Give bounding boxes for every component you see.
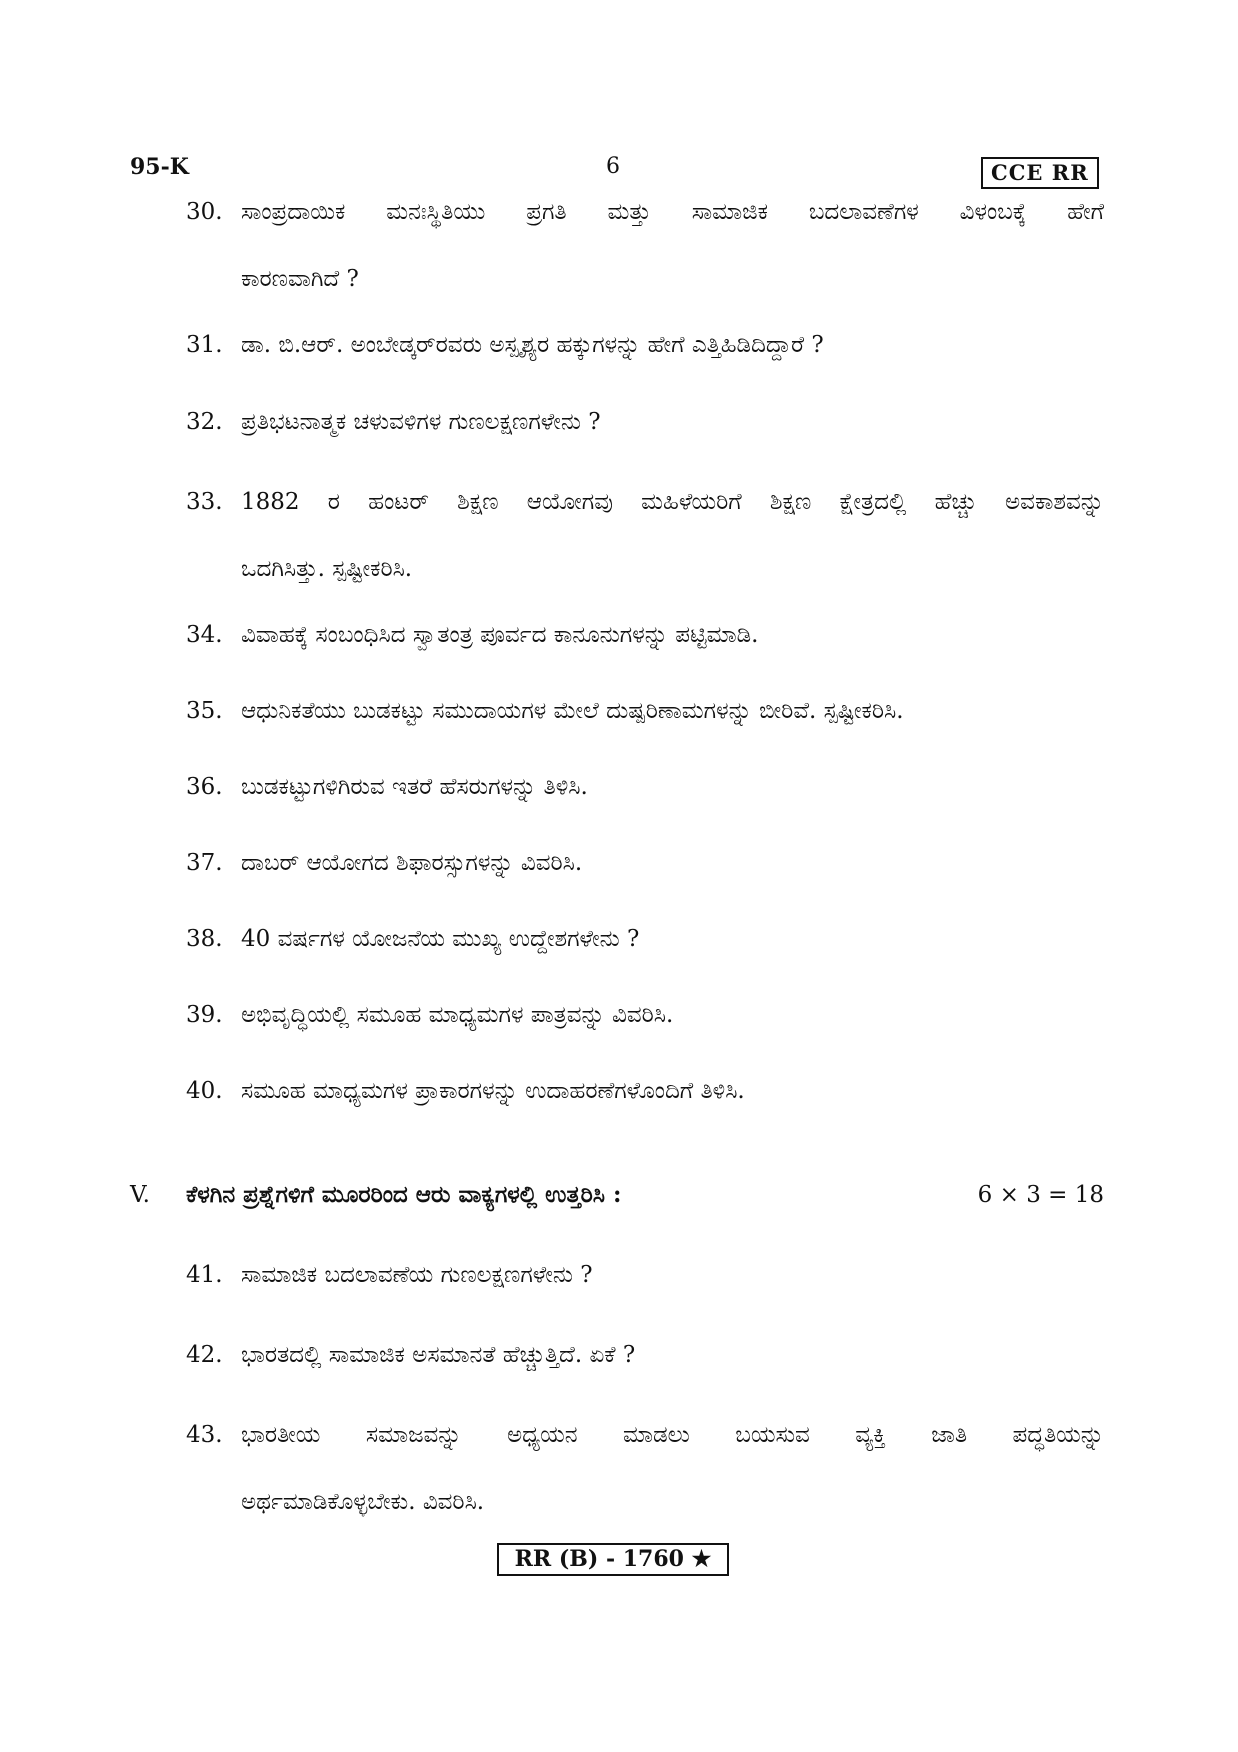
question-number: 36.: [186, 774, 223, 800]
question-number: 37.: [186, 850, 223, 876]
question-text: ಸಾಂಪ್ರದಾಯಿಕ ಮನಃಸ್ಥಿತಿಯು ಪ್ರಗತಿ ಮತ್ತು ಸಾಮಾಜಿಕ ಬದಲಾವಣೆಗಳ ವಿಳಂಬಕ್ಕೆ ಹೇಗೆ: [241, 199, 1104, 225]
question-text: ಭಾರತೀಯ ಸಮಾಜವನ್ನು ಅಧ್ಯಯನ ಮಾಡಲು ಬಯಸುವ ವ್ಯಕ್ತಿ ಜಾತಿ ಪದ್ಧತಿಯನ್ನು: [241, 1422, 1104, 1448]
question-text: 1882 ರ ಹಂಟರ್ ಶಿಕ್ಷಣ ಆಯೋಗವು ಮಹಿಳೆಯರಿಗೆ ಶಿಕ್ಷಣ ಕ್ಷೇತ್ರದಲ್ಲಿ ಹೆಚ್ಚು ಅವಕಾಶವನ್ನು: [241, 489, 1104, 515]
question-text-continued: ಒದಗಿಸಿತ್ತು. ಸ್ಪಷ್ಟೀಕರಿಸಿ.: [241, 556, 413, 582]
section-marks: 6 × 3 = 18: [977, 1182, 1104, 1208]
question-number: 38.: [186, 926, 223, 952]
question-text: ಬುಡಕಟ್ಟುಗಳಿಗಿರುವ ಇತರೆ ಹೆಸರುಗಳನ್ನು ತಿಳಿಸಿ.: [241, 774, 588, 800]
page-number: 6: [606, 154, 620, 179]
scheme-badge: CCE RR: [981, 157, 1099, 189]
footer-code: RR (B) - 1760 ★: [497, 1543, 729, 1576]
question-number: 40.: [186, 1078, 223, 1104]
question-number: 33.: [186, 489, 223, 515]
question-text: ವಿವಾಹಕ್ಕೆ ಸಂಬಂಧಿಸಿದ ಸ್ವಾತಂತ್ರ ಪೂರ್ವದ ಕಾನೂನುಗಳನ್ನು ಪಟ್ಟಿಮಾಡಿ.: [241, 622, 759, 648]
question-text-continued: ಕಾರಣವಾಗಿದೆ ?: [241, 266, 359, 292]
question-text: ಭಾರತದಲ್ಲಿ ಸಾಮಾಜಿಕ ಅಸಮಾನತೆ ಹೆಚ್ಚುತ್ತಿದೆ. ಏಕೆ ?: [241, 1342, 636, 1368]
question-text: ಸಮೂಹ ಮಾಧ್ಯಮಗಳ ಪ್ರಾಕಾರಗಳನ್ನು ಉದಾಹರಣೆಗಳೊಂದಿಗೆ ತಿಳಿಸಿ.: [241, 1078, 745, 1104]
question-number: 42.: [186, 1342, 223, 1368]
question-number: 41.: [186, 1262, 223, 1288]
question-text: ದಾಬರ್ ಆಯೋಗದ ಶಿಫಾರಸ್ಸುಗಳನ್ನು ವಿವರಿಸಿ.: [241, 850, 583, 876]
question-text: ಪ್ರತಿಭಟನಾತ್ಮಕ ಚಳುವಳಿಗಳ ಗುಣಲಕ್ಷಣಗಳೇನು ?: [241, 409, 601, 435]
question-text: ಡಾ. ಬಿ.ಆರ್. ಅಂಬೇಡ್ಕರ್‌ರವರು ಅಸ್ಪೃಶ್ಯರ ಹಕ್ಕುಗಳನ್ನು ಹೇಗೆ ಎತ್ತಿಹಿಡಿದಿದ್ದಾರೆ ?: [241, 332, 824, 358]
question-number: 30.: [186, 199, 223, 225]
paper-code: 95-K: [130, 154, 189, 180]
question-number: 39.: [186, 1002, 223, 1028]
question-text: ಆಧುನಿಕತೆಯು ಬುಡಕಟ್ಟು ಸಮುದಾಯಗಳ ಮೇಲೆ ದುಷ್ಪರಿಣಾಮಗಳನ್ನು ಬೀರಿವೆ. ಸ್ಪಷ್ಟೀಕರಿಸಿ.: [241, 698, 904, 724]
question-number: 35.: [186, 698, 223, 724]
section-instruction: ಕೆಳಗಿನ ಪ್ರಶ್ನೆಗಳಿಗೆ ಮೂರರಿಂದ ಆರು ವಾಕ್ಯಗಳಲ್ಲಿ ಉತ್ತರಿಸಿ :: [186, 1181, 622, 1208]
question-text: ಅಭಿವೃದ್ಧಿಯಲ್ಲಿ ಸಮೂಹ ಮಾಧ್ಯಮಗಳ ಪಾತ್ರವನ್ನು ವಿವರಿಸಿ.: [241, 1002, 674, 1028]
question-text: ಸಾಮಾಜಿಕ ಬದಲಾವಣೆಯ ಗುಣಲಕ್ಷಣಗಳೇನು ?: [241, 1262, 593, 1288]
question-number: 43.: [186, 1422, 223, 1448]
question-number: 32.: [186, 409, 223, 435]
question-text-continued: ಅರ್ಥಮಾಡಿಕೊಳ್ಳಬೇಕು. ವಿವರಿಸಿ.: [241, 1489, 485, 1515]
question-number: 34.: [186, 622, 223, 648]
question-number: 31.: [186, 332, 223, 358]
question-text: 40 ವರ್ಷಗಳ ಯೋಜನೆಯ ಮುಖ್ಯ ಉದ್ದೇಶಗಳೇನು ?: [241, 926, 640, 952]
section-number: V.: [130, 1182, 150, 1208]
